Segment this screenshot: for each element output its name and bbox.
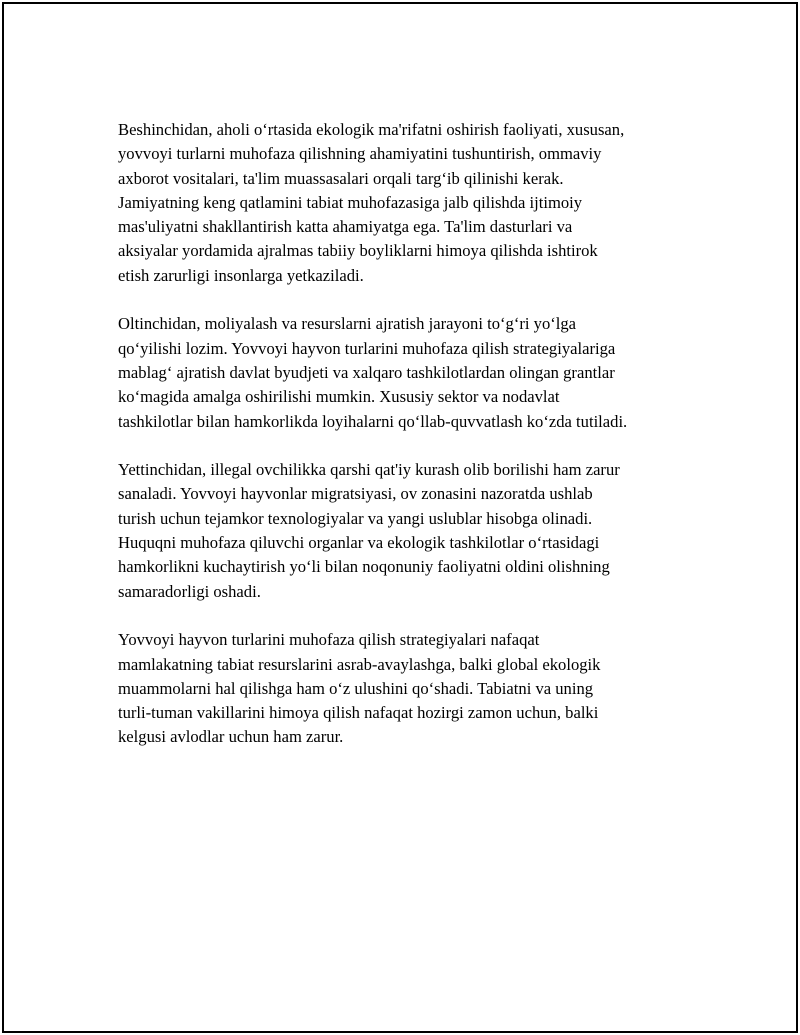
paragraph-conclusion: Yovvoyi hayvon turlarini muhofaza qilish strategiyalari nafaqat mamlakatning tabiat resurslarini asrab-avaylashga, balki global ekologik muammolarni hal qilishga ham o‘z ulushini qo‘shadi. Tabiatni va uning turli-tuman vakillarini himoya qilish nafaqat hozirgi zamon uchun, balki kelgusi avlodlar uchun ham zarur.	[118, 630, 601, 747]
document-body	[118, 118, 688, 774]
paragraph-seventh: Yettinchidan, illegal ovchilikka qarshi qat'iy kurash olib borilishi ham zarur sanaladi. Yovvoyi hayvonlar migratsiyasi, ov zonasini nazoratda ushlab turish uchun tejamkor texnologiyalar va yangi uslublar hisobga olinadi. Huquqni muhofaza qiluvchi organlar va ekologik tashkilotlar o‘rtasidagi hamkorlikni kuchaytirish yo‘li bilan noqonuniy faoliyatni oldini olishning samaradorligi oshadi.	[118, 460, 620, 601]
paragraph-fifth: Beshinchidan, aholi o‘rtasida ekologik ma'rifatni oshirish faoliyati, xususan, yovvoyi turlarni muhofaza qilishning ahamiyatini tushuntirish, ommaviy axborot vositalari, ta'lim muassasalari orqali targ‘ib qilinishi kerak. Jamiyatning keng qatlamini tabiat muhofazasiga jalb qilishda ijtimoiy mas'uliyatni shakllantirish katta ahamiyatga ega. Ta'lim dasturlari va aksiyalar yordamida ajralmas tabiiy boyliklarni himoya qilishda ishtirok etish zarurligi insonlarga yetkaziladi.	[118, 120, 625, 285]
paragraph-sixth: Oltinchidan, moliyalash va resurslarni ajratish jarayoni to‘g‘ri yo‘lga qo‘yilishi lozim. Yovvoyi hayvon turlarini muhofaza qilish strategiyalariga mablag‘ ajratish davlat byudjeti va xalqaro tashkilotlardan olingan grantlar ko‘magida amalga oshirilishi mumkin. Xususiy sektor va nodavlat tashkilotlar bilan hamkorlikda loyihalarni qo‘llab-quvvatlash ko‘zda tutiladi.	[118, 314, 628, 431]
